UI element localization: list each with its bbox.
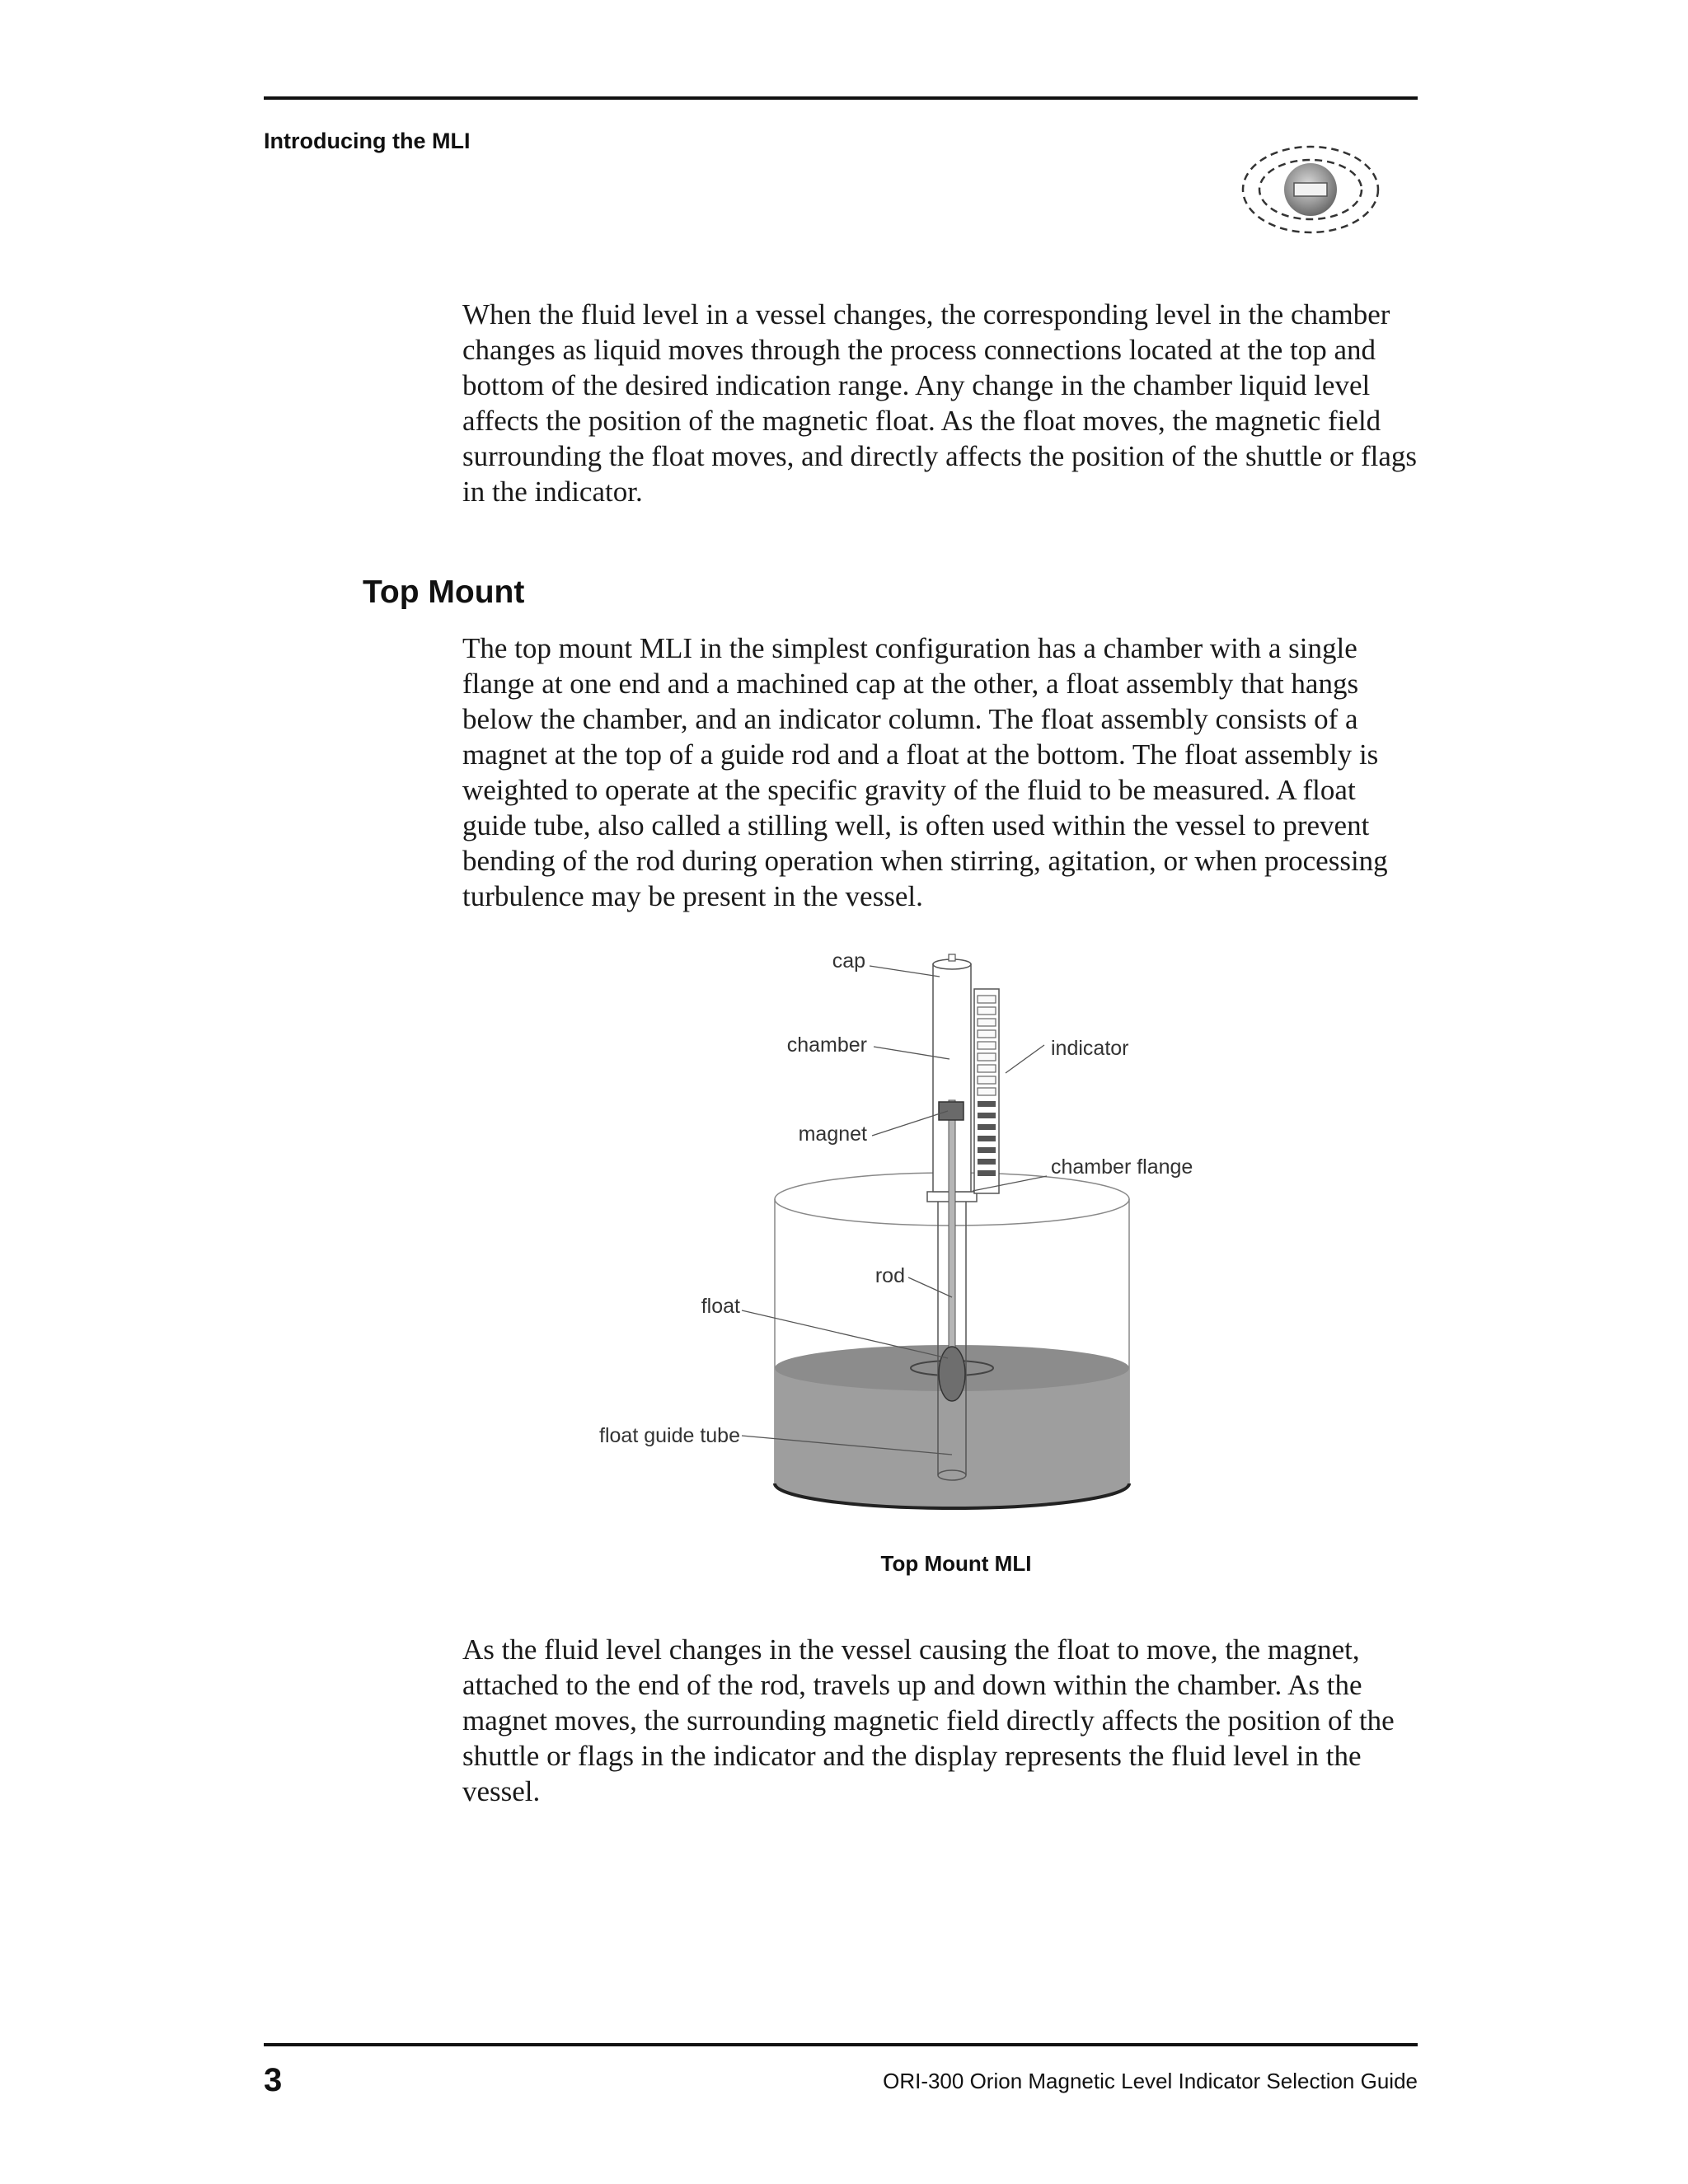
label-chamber-flange: chamber flange — [1051, 1155, 1193, 1179]
magnetic-field-icon — [1236, 136, 1385, 243]
intro-paragraph: When the fluid level in a vessel changes, the corresponding level in the chamber changes as liquid moves through the process connections located at the top and bottom of the desired indication range. Any change in the chamber liquid level affects the position of the magnetic float. As the float moves, the magnetic field surrounding the float moves, and directly affects the position of the shuttle or flags in the indicator. — [462, 298, 1417, 508]
figure-caption: Top Mount MLI — [880, 1551, 1032, 1576]
label-cap: cap — [832, 949, 865, 972]
footer-rule — [264, 2043, 1418, 2046]
page-number: 3 — [264, 2062, 283, 2098]
float — [939, 1347, 965, 1401]
label-float: float — [701, 1295, 740, 1318]
section-label: Introducing the MLI — [264, 129, 471, 153]
label-chamber: chamber — [786, 1033, 867, 1057]
header-rule — [264, 96, 1418, 100]
closing-paragraph: As the fluid level changes in the vessel causing the float to move, the magnet, attached to the end of the rod, travels up and down within the chamber. As the magnet moves, the surrounding magnetic field directly affects the position of the shuttle or flags in the indicator and the display represents the fluid level in the vessel. — [462, 1633, 1395, 1807]
label-float-guide-tube: float guide tube — [599, 1424, 740, 1447]
section-heading-top-mount: Top Mount — [363, 574, 525, 610]
cap — [933, 954, 971, 969]
top-mount-paragraph: The top mount MLI in the simplest configuration has a chamber with a single flange at one end and a machined cap at the other, a float assembly that hangs below the chamber, and an indicator column. The float assembly consists of a magnet at the top of a guide rod and a float at the bottom. The float assembly is weighted to operate at the specific gravity of the fluid to be measured. A float guide tube, also called a stilling well, is often used within the vessel to prevent bending of the rod during operation when stirring, agitation, or when processing turbulence may be present in the vessel. — [462, 632, 1388, 912]
label-magnet: magnet — [798, 1122, 867, 1146]
label-rod: rod — [874, 1264, 905, 1287]
footer-document-title: ORI-300 Orion Magnetic Level Indicator Selection Guide — [883, 2069, 1418, 2093]
magnet — [939, 1102, 964, 1120]
label-indicator: indicator — [1051, 1037, 1129, 1060]
indicator-column — [974, 989, 999, 1193]
top-mount-mli-diagram — [577, 940, 1236, 1533]
